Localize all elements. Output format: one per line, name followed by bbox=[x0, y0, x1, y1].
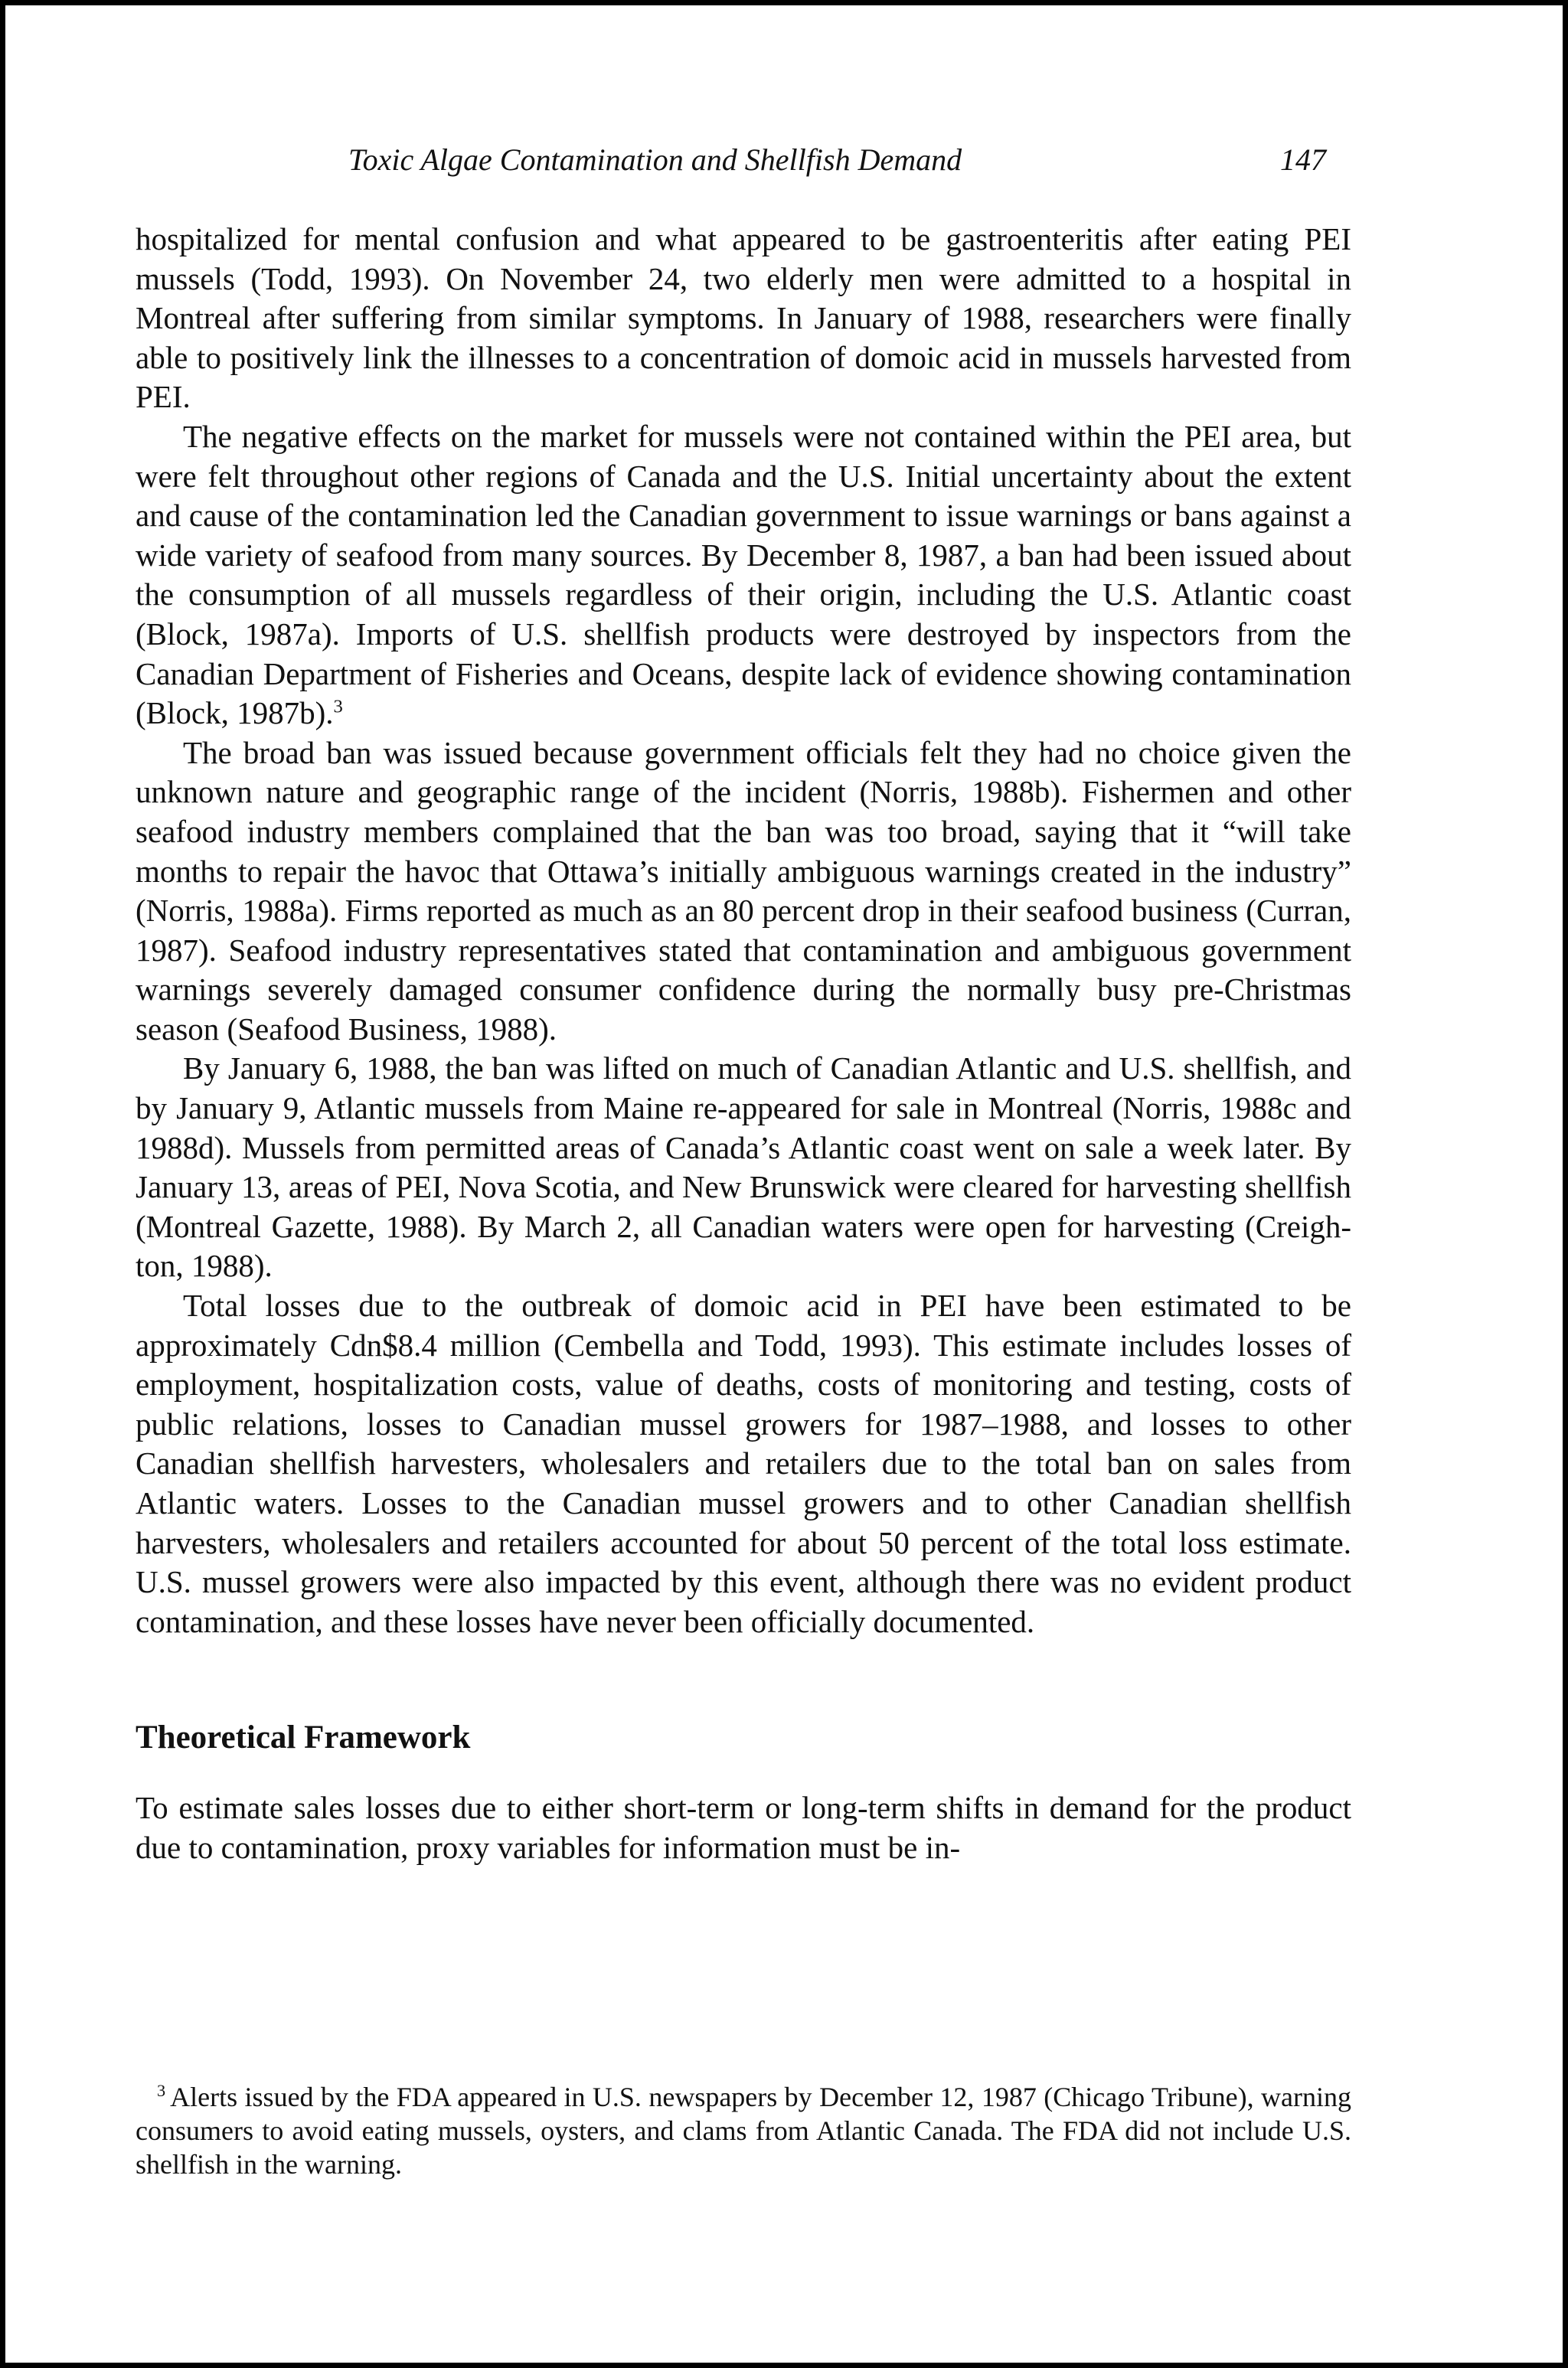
paragraph-1: hospitalized for mental confusion and what appeared to be gastroenteritis after eating PEI mussels (Todd, 1993). On November 24, two elderly men were admitted to a hospital in Montreal after suffering from similar symptoms. In January of 1988, researchers were finally able to positively link the illnesses to a concentration of domoic acid in mussels harvested from PEI. bbox=[136, 221, 1351, 415]
paragraph-4: By January 6, 1988, the ban was lifted on much of Canadian Atlantic and U.S. shellfish, and by January 9, Atlantic mussels from Maine re-appeared for sale in Montreal (Norris, 1988c and 1988d). Mussels from permitted areas of Canada’s Atlantic coast went on sale a week later. By January 13, areas of PEI, Nova Scotia, and New Brunswick were cleared for harvesting shellfish (Montreal Gazette, 1988). By March 2, all Canadian waters were open for harvesting (Creighton, 1988). bbox=[136, 1050, 1351, 1284]
footnote-reference: 3 bbox=[333, 696, 343, 717]
paragraph-3: The broad ban was issued because government officials felt they had no choice given the unknown nature and geographic range of the incident (Norris, 1988b). Fishermen and other seafood industry members complained that the ban was too broad, saying that it “will take months to repair the havoc that Ottawa’s initially ambiguous warnings created in the industry” (Norris, 1988a). Firms reported as much as an 80 percent drop in their seafood business (Curran, 1987). Seafood industry representatives stated that contamination and ambiguous government warnings severely damaged consumer confidence during the normally busy pre-Christmas season (Seafood Business, 1988). bbox=[136, 734, 1351, 1047]
page-number: 147 bbox=[1280, 142, 1326, 177]
section-heading: Theoretical Framework bbox=[136, 1720, 471, 1756]
paragraph-2-text: The negative effects on the market for mussels were not contained within the PEI area, but were felt throughout other regions of Canada and the U.S. Initial uncertainty about the extent and cause of the contamination led the Canadian government to issue warnings or bans against a wide variety of seafood from many sources. By December 8, 1987, a ban had been issued about the consumption of all mussels regardless of their origin, including the U.S. Atlantic coast (Block, 1987a). Imports of U.S. shellfish products were destroyed by inspectors from the Canadian Department of Fisheries and Oceans, despite lack of evidence showing contamination (Block, 1987b). bbox=[136, 418, 1351, 731]
footnote bbox=[136, 2080, 1351, 2181]
paragraph-5: Total losses due to the outbreak of domoic acid in PEI have been estimated to be approximately Cdn$8.4 million (Cembella and Todd, 1993). This estimate includes losses of employment, hospitalization costs, value of deaths, costs of monitoring and testing, costs of public relations, losses to Canadian mussel growers for 1987–1988, and losses to other Canadian shellfish harvesters, wholesalers and retailers due to the total ban on sales from Atlantic waters. Losses to the Canadian mussel growers and to other Canadian shellfish harvesters, wholesalers and retailers accounted for about 50 percent of the total loss estimate. U.S. mussel growers were also impacted by this event, although there was no evident product contamination, and these losses have never been officially documented. bbox=[136, 1288, 1351, 1639]
footnote-text: Alerts issued by the FDA appeared in U.S. newspapers by December 12, 1987 (Chicago Tribune), warning consumers to avoid eating mussels, oysters, and clams from Atlantic Canada. The FDA did not include U.S. shellfish in the warning. bbox=[136, 2082, 1351, 2180]
running-header bbox=[5, 137, 1563, 183]
paragraph-2 bbox=[136, 417, 1351, 733]
section-paragraph: To estimate sales losses due to either short-term or long-term shifts in demand for the product due to contamination, proxy variables for information must be in- bbox=[136, 1790, 1351, 1865]
body-text bbox=[136, 220, 1351, 1868]
running-title: Toxic Algae Contamination and Shellfish Demand bbox=[348, 142, 962, 177]
footnote-mark: 3 bbox=[157, 2081, 166, 2100]
